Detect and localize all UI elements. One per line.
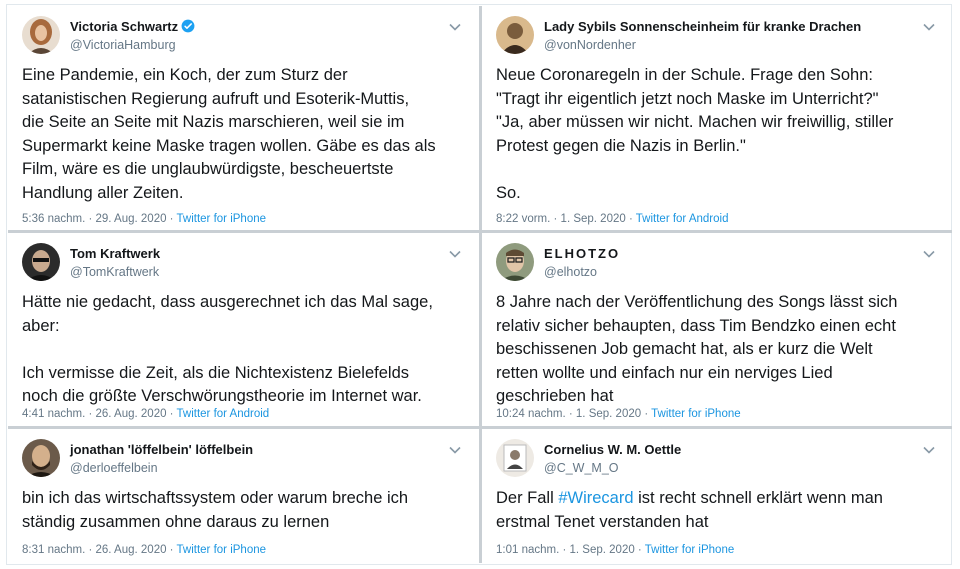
tweet-header [496, 439, 938, 479]
tweet-source-link[interactable]: Twitter for iPhone [176, 544, 266, 556]
author-name[interactable]: Lady Sybils Sonnenscheinheim für kranke Drachen [544, 19, 862, 34]
verified-badge-icon [181, 19, 195, 33]
chevron-down-icon[interactable] [448, 443, 462, 457]
avatar[interactable] [496, 16, 534, 54]
chevron-down-icon[interactable] [448, 20, 462, 34]
avatar[interactable] [496, 243, 534, 281]
tweet-card-elhotzo[interactable] [484, 235, 950, 425]
avatar[interactable] [22, 439, 60, 477]
tweet-timestamp[interactable]: 8:22 vorm. · 1. Sep. 2020 · [496, 213, 636, 225]
tweet-timestamp[interactable]: 5:36 nachm. · 29. Aug. 2020 · [22, 213, 177, 225]
tweet-meta [496, 544, 734, 556]
tweet-meta [22, 544, 266, 556]
tweet-header [496, 16, 938, 56]
tweet-source-link[interactable]: Twitter for iPhone [651, 408, 741, 420]
tweet-header [22, 243, 464, 283]
author-name[interactable]: Victoria Schwartz [70, 19, 195, 34]
author-handle[interactable]: @C_W_M_O [544, 461, 619, 475]
tweet-source-link[interactable]: Twitter for Android [635, 213, 729, 225]
collage-divider-vertical [479, 6, 482, 563]
tweet-meta [22, 213, 266, 225]
hashtag-link[interactable]: #Wirecard [558, 489, 634, 507]
tweet-timestamp[interactable]: 1:01 nachm. · 1. Sep. 2020 · [496, 544, 645, 556]
tweet-card-vonnordenher[interactable] [484, 8, 950, 230]
tweet-meta [22, 408, 269, 420]
tweet-source-link[interactable]: Twitter for iPhone [176, 213, 266, 225]
tweet-timestamp[interactable]: 10:24 nachm. · 1. Sep. 2020 · [496, 408, 652, 420]
tweet-header [22, 16, 464, 56]
author-name[interactable]: Tom Kraftwerk [70, 246, 161, 261]
author-handle[interactable]: @elhotzo [544, 265, 597, 279]
tweet-timestamp[interactable]: 8:31 nachm. · 26. Aug. 2020 · [22, 544, 177, 556]
author-name[interactable]: jonathan 'löffelbein' löffelbein [70, 442, 254, 457]
tweet-text: Eine Pandemie, ein Koch, der zum Sturz der satanistischen Regierung aufruft und Esoterik-Muttis, die Seite an Seite mit Nazis marschieren, weil sie im Supermarkt keine Maske tragen wollen. Gäbe es das als Film, wäre es die unglaubwürdigste, bescheuertste Handlung aller Zeiten. [22, 66, 436, 202]
collage-divider-horizontal [8, 426, 952, 429]
author-handle[interactable]: @VictoriaHamburg [70, 38, 176, 52]
chevron-down-icon[interactable] [922, 247, 936, 261]
tweet-meta [496, 213, 728, 225]
tweet-card-oettle[interactable] [484, 431, 950, 561]
collage-divider-horizontal [8, 230, 952, 233]
avatar[interactable] [22, 16, 60, 54]
tweet-source-link[interactable]: Twitter for Android [176, 408, 270, 420]
tweet-text: Der Fall #Wirecard ist recht schnell erklärt wenn man erstmal Tenet verstanden hat [496, 489, 883, 531]
tweet-text: Hätte nie gedacht, dass ausgerechnet ich das Mal sage, aber: Ich vermisse die Zeit, als die Nichtexistenz Bielefelds noch die größte Verschwörungstheorie im Internet war. [22, 293, 433, 405]
tweet-timestamp[interactable]: 4:41 nachm. · 26. Aug. 2020 · [22, 408, 177, 420]
tweet-text: bin ich das wirtschaftssystem oder warum breche ich ständig zusammen ohne daraus zu lernen [22, 489, 409, 531]
author-handle[interactable]: @derloeffelbein [70, 461, 158, 475]
tweet-source-link[interactable]: Twitter for iPhone [644, 544, 735, 556]
chevron-down-icon[interactable] [922, 20, 936, 34]
author-handle[interactable]: @TomKraftwerk [70, 265, 160, 279]
tweet-card-victoria[interactable] [10, 8, 476, 230]
author-handle[interactable]: @vonNordenher [544, 38, 636, 52]
author-name[interactable]: ELHOTZO [544, 246, 621, 261]
tweet-meta [496, 408, 741, 420]
avatar[interactable] [496, 439, 534, 477]
author-name[interactable]: Cornelius W. M. Oettle [544, 442, 682, 457]
tweet-text: Neue Coronaregeln in der Schule. Frage den Sohn: "Tragt ihr eigentlich jetzt noch Maske im Unterricht?" "Ja, aber müssen wir nicht. Machen wir freiwillig, stiller Protest gegen die Nazis in Berlin." So. [496, 66, 894, 202]
avatar[interactable] [22, 243, 60, 281]
tweet-card-tomkraftwerk[interactable] [10, 235, 476, 425]
chevron-down-icon[interactable] [922, 443, 936, 457]
tweet-header [496, 243, 938, 283]
tweet-header [22, 439, 464, 479]
chevron-down-icon[interactable] [448, 247, 462, 261]
tweet-card-loeffelbein[interactable] [10, 431, 476, 561]
tweet-text: 8 Jahre nach der Veröffentlichung des Songs lässt sich relativ sicher behaupten, dass Tim Bendzko einen echt beschissenen Job gemacht hat, als er kurz die Welt retten wollte und einfach nur ein nerviges Lied geschrieben hat [496, 293, 898, 405]
